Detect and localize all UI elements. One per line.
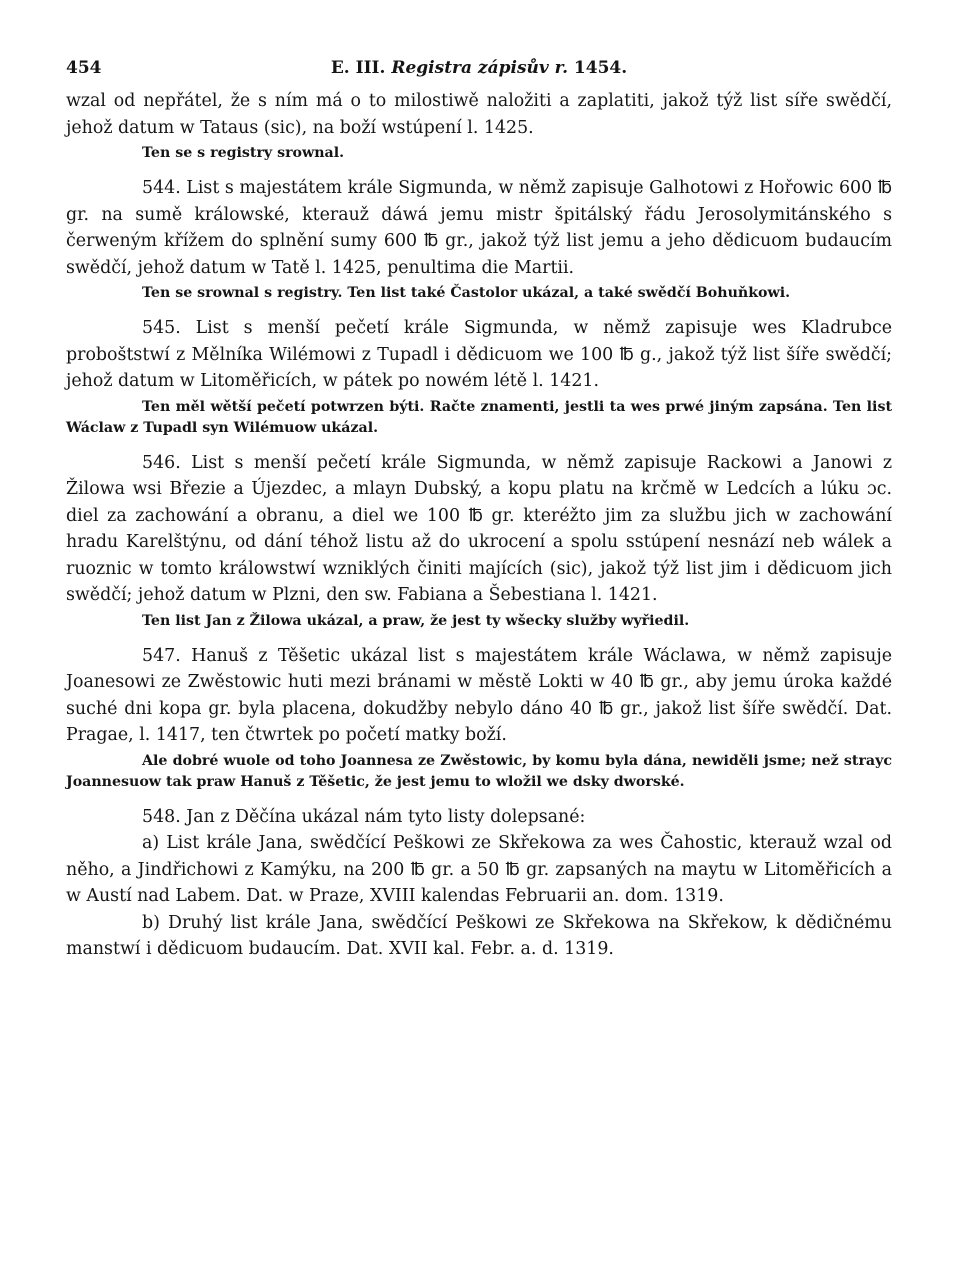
note-546: Ten list Jan z Žilowa ukázal, a praw, že jest ty wšecky služby wyřiedil.	[142, 612, 690, 629]
title-year: 1454.	[573, 58, 628, 78]
page-number: 454	[66, 58, 102, 78]
entry-548: 548. Jan z Děčína ukázal nám tyto listy dolepsané:	[142, 806, 586, 827]
note-continuation: Ten se s registry srownal.	[142, 145, 345, 161]
entry-546: 546. List s menší pečetí krále Sigmunda, w němž zapisuje Rackowi a Janowi z Žilowa wsi Březie a Újezdec, a mlayn Dubský, a kopu platu na krčmě w Ledcích a lúku ɔc. diel za zachowání a obranu, a diel we 100 ℔ gr. kteréžto jim za službu jich w zachowání hradu Karelštýnu, od dání téhož listu až do ukrocení a spolu sstúpení nesnází neb wálek a ruoznic w tomto králowstwí wzniklých činiti majících (sic), jakož týž list jim i dědicuom jich swědčí; jehož datum w Plzni, den sw. Fabiana a Šebestiana l. 1421.	[66, 452, 892, 605]
note-545: Ten měl wětší pečetí potwrzen býti. Račte znamenti, jestli ta wes prwé jiným zapsána. Ten list Wáclaw z Tupadl syn Wilémuow ukázal.	[66, 398, 892, 436]
entry-548-a: a) List krále Jana, swědčící Peškowi ze Skřekowa za wes Čahostic, kterauž wzal od něho, a Jindřichowi z Kamýku, na 200 ℔ gr. a 50 ℔ gr. zapsaných na maytu w Litoměřicích a w Austí nad Labem. Dat. w Praze, XVIII kalendas Februarii an. dom. 1319.	[66, 833, 892, 906]
note-544: Ten se srownal s registry. Ten list také Častolor ukázal, a také swědčí Bohuňkowi.	[142, 285, 791, 301]
entry-547: 547. Hanuš z Těšetic ukázal list s majestátem krále Wáclawa, w němž zapisuje Joanesowi ze Zwěstowic huti mezi bránami w městě Lokti w 40 ℔ gr., aby jemu úroka každé suché dni kopa gr. byla placena, dokudžby nebylo dáno 40 ℔ gr., jakož list šíře swědčí. Dat. Pragae, l. 1417, ten čtwrtek po početí matky boží.	[66, 645, 892, 745]
entry-548-b: b) Druhý list krále Jana, swědčící Peškowi ze Skřekowa na Skřekow, k dědičnému manstwí i dědicuom budaucím. Dat. XVII kal. Febr. a. d. 1319.	[66, 912, 892, 959]
section-label: E. III.	[330, 58, 386, 78]
running-title	[66, 58, 892, 78]
entry-545: 545. List s menší pečetí krále Sigmunda, w němž zapisuje wes Kladrubce proboštstwí z Mělníka Wilémowi z Tupadl i dědicuom we 100 ℔ g., jakož týž list šíře swědčí; jehož datum w Litoměřicích, w pátek po nowém létě l. 1421.	[66, 318, 892, 391]
document-page	[66, 52, 892, 963]
entry-544: 544. List s majestátem krále Sigmunda, w němž zapisuje Galhotowi z Hořowic 600 ℔ gr. na sumě králowské, kterauž dáwá jemu mistr špitálský řádu Jerosolymitánského s čerweným křížem do splnění sumy 600 ℔ gr., jakož týž list jemu a jeho dědicuom budaucím swědčí, jehož datum w Tatě l. 1425, penultima die Martii.	[66, 178, 892, 278]
paragraph-continuation: wzal od nepřátel, že s ním má o to milostiwě naložiti a zaplatiti, jakož týž list síře swědčí, jehož datum w Tataus (sic), na boží wstúpení l. 1425.	[66, 91, 892, 138]
note-547: Ale dobré wuole od toho Joannesa ze Zwěstowic, by komu byla dána, newiděli jsme; než strayc Joannesuow tak praw Hanuš z Těšetic, že jest jemu to wložil we dsky dworské.	[66, 752, 892, 790]
running-header	[66, 52, 892, 88]
title-text: Registra zápisův r.	[391, 58, 568, 78]
